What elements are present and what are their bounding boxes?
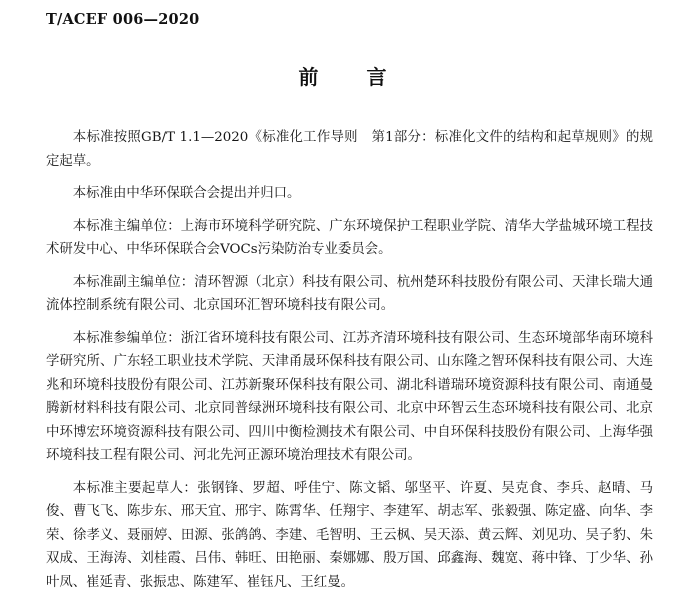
paragraph: 本标准主编单位：上海市环境科学研究院、广东环境保护工程职业学院、清华大学盐城环境工程技术研发中心、中华环保联合会VOCs污染防治专业委员会。 (46, 215, 653, 262)
paragraph: 本标准副主编单位：清环智源（北京）科技有限公司、杭州楚环科技股份有限公司、天津长瑞大通流体控制系统有限公司、北京国环汇智环境科技有限公司。 (46, 271, 653, 318)
paragraph: 本标准由中华环保联合会提出并归口。 (46, 182, 653, 206)
document-header: T/ACEF 006—2020 (46, 0, 653, 28)
page-title: 前 言 (46, 61, 653, 90)
paragraph: 本标准按照GB/T 1.1—2020《标准化工作导则 第1部分：标准化文件的结构和起草规则》的规定起草。 (46, 126, 653, 173)
paragraph: 本标准参编单位：浙江省环境科技有限公司、江苏齐清环境科技有限公司、生态环境部华南环境科学研究所、广东轻工职业技术学院、天津甬晟环保科技有限公司、山东隆之智环保科技有限公司、大连兆和环境科技股份有限公司、江苏新聚环保科技有限公司、湖北科谱瑞环境资源科技有限公司、南通曼腾新材料科技有限公司、北京同普绿洲环境科技有限公司、北京中环智云生态环境科技有限公司、北京中环博宏环境资源科技有限公司、四川中衡检测技术有限公司、中自环保科技股份有限公司、上海华强环境科技工程有限公司、河北先河正源环境治理技术有限公司。 (46, 327, 653, 468)
paragraph: 本标准主要起草人：张钢锋、罗超、呼佳宁、陈文韬、邬坚平、许夏、吴克食、李兵、赵晴、马俊、曹飞飞、陈步东、邢天宜、邢宇、陈霄华、任翔宇、李建军、胡志军、张毅强、陈定盛、向华、李荣、徐孝义、聂丽婷、田源、张鸽鸽、李建、毛智明、王云枫、吴天添、黄云辉、刘见功、吴子豹、朱双成、王海涛、刘桂霞、吕伟、韩旺、田艳丽、秦娜娜、殷万国、邱鑫海、魏宽、蒋中锋、丁少华、孙叶凤、崔延青、张振忠、陈建军、崔钰凡、王红曼。 (46, 477, 653, 594)
foreword-body (46, 126, 653, 594)
